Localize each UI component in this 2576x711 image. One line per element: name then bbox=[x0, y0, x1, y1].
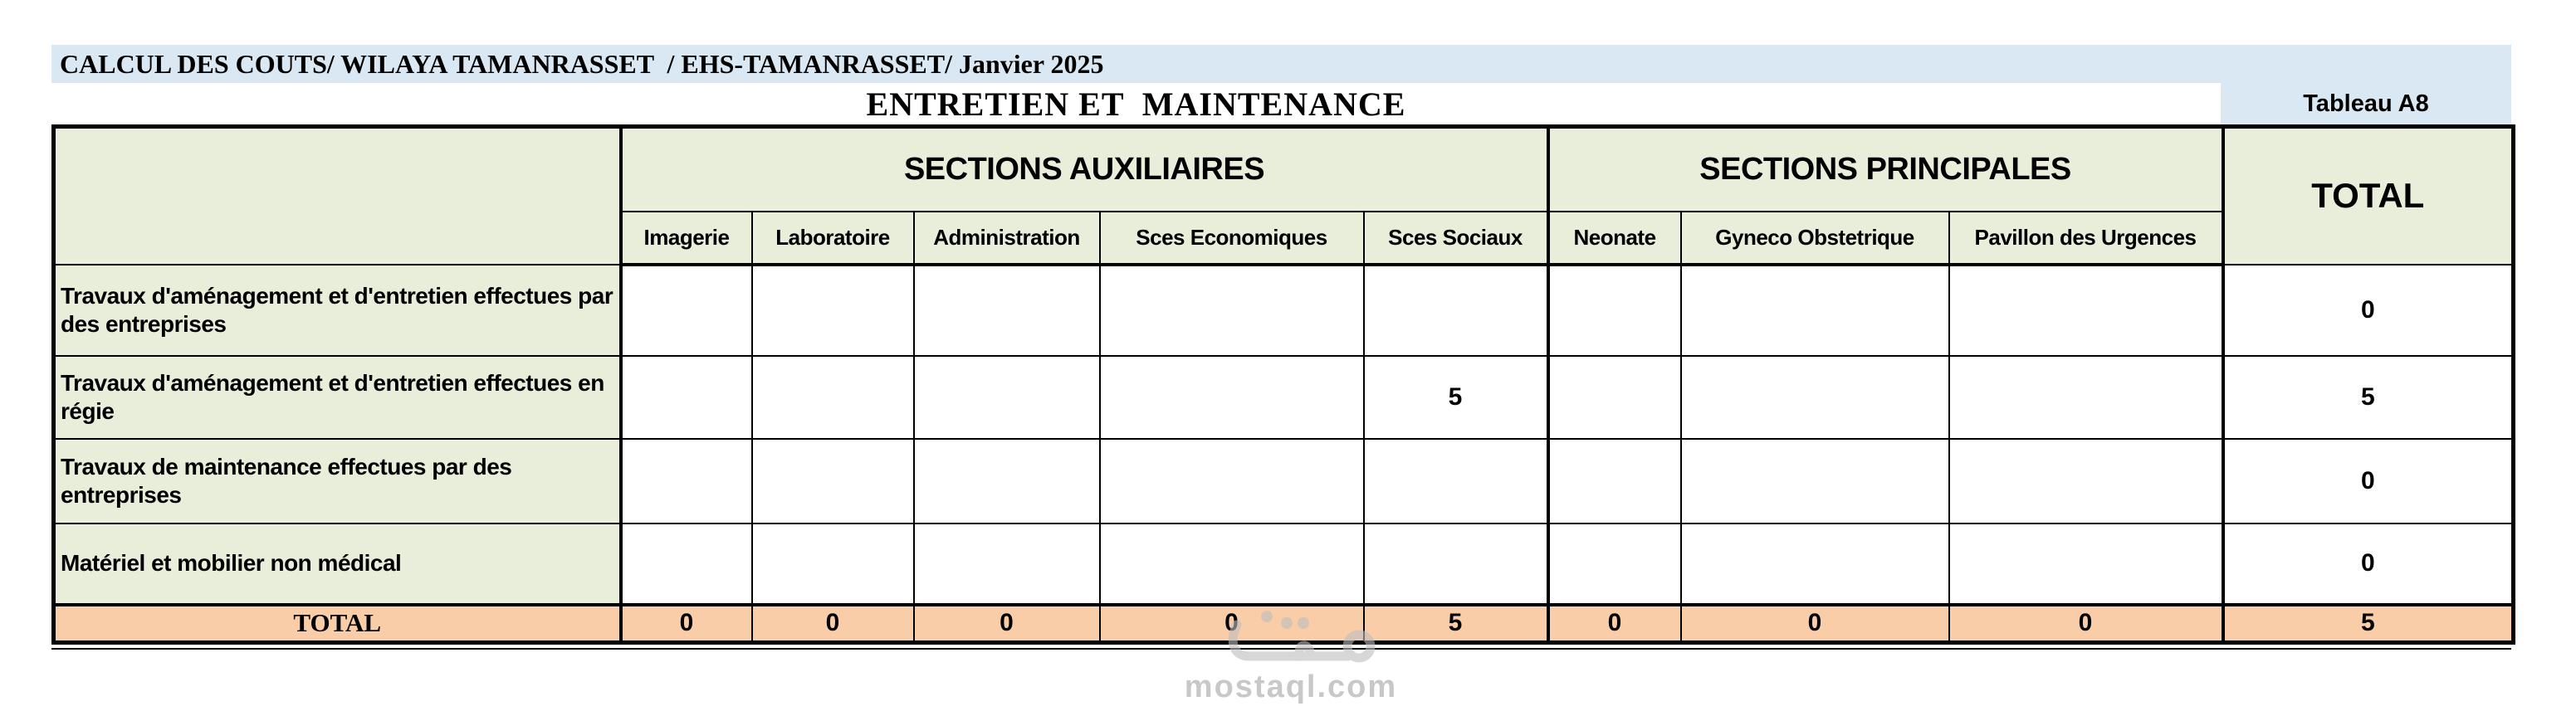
data-cell[interactable] bbox=[752, 265, 914, 356]
data-cell[interactable] bbox=[914, 439, 1100, 524]
col-header-imagerie[interactable]: Imagerie bbox=[621, 212, 752, 265]
row-label[interactable]: Travaux d'aménagement et d'entretien effectues en régie bbox=[54, 356, 621, 439]
data-cell[interactable] bbox=[1548, 265, 1681, 356]
data-cell[interactable] bbox=[752, 356, 914, 439]
total-row-label[interactable]: TOTAL bbox=[54, 605, 621, 643]
col-header-gyneco-obstetrique[interactable]: Gyneco Obstetrique bbox=[1681, 212, 1949, 265]
subtitle-row bbox=[51, 83, 2511, 124]
data-cell[interactable] bbox=[621, 439, 752, 524]
corner-cell[interactable] bbox=[54, 127, 621, 265]
table-row bbox=[54, 524, 2514, 605]
data-cell[interactable] bbox=[1949, 524, 2223, 605]
data-cell[interactable] bbox=[1364, 524, 1548, 605]
total-cell[interactable]: 0 bbox=[1949, 605, 2223, 643]
title-band bbox=[51, 45, 2511, 124]
data-cell[interactable] bbox=[621, 524, 752, 605]
table-subtitle: ENTRETIEN ET MAINTENANCE bbox=[866, 85, 1406, 123]
costs-table bbox=[51, 124, 2515, 645]
row-total-cell[interactable]: 5 bbox=[2223, 356, 2514, 439]
row-total-cell[interactable]: 0 bbox=[2223, 524, 2514, 605]
data-cell[interactable] bbox=[1681, 265, 1949, 356]
total-cell[interactable]: 0 bbox=[1100, 605, 1364, 643]
row-label[interactable]: Travaux de maintenance effectues par des entreprises bbox=[54, 439, 621, 524]
data-cell[interactable] bbox=[1949, 356, 2223, 439]
data-cell[interactable] bbox=[1100, 356, 1364, 439]
data-cell[interactable]: 5 bbox=[1364, 356, 1548, 439]
data-cell[interactable] bbox=[914, 356, 1100, 439]
total-cell[interactable]: 0 bbox=[1548, 605, 1681, 643]
group-header-principales[interactable]: SECTIONS PRINCIPALES bbox=[1548, 127, 2223, 212]
watermark-text: mostaql.com bbox=[1184, 670, 1398, 704]
data-cell[interactable] bbox=[1100, 439, 1364, 524]
table-subtitle-cell[interactable] bbox=[51, 83, 2221, 124]
data-cell[interactable] bbox=[1548, 356, 1681, 439]
group-header-auxiliaires[interactable]: SECTIONS AUXILIAIRES bbox=[621, 127, 1548, 212]
grand-total-cell[interactable]: 5 bbox=[2223, 605, 2514, 643]
col-header-administration[interactable]: Administration bbox=[914, 212, 1100, 265]
report-title: CALCUL DES COUTS/ WILAYA TAMANRASSET / EHS-TAMANRASSET/ Janvier 2025 bbox=[60, 48, 1104, 79]
col-header-neonate[interactable]: Neonate bbox=[1548, 212, 1681, 265]
table-row bbox=[54, 439, 2514, 524]
row-total-cell[interactable]: 0 bbox=[2223, 265, 2514, 356]
data-cell[interactable] bbox=[1548, 439, 1681, 524]
tableau-ref-label: Tableau A8 bbox=[2303, 90, 2429, 117]
group-header-row bbox=[54, 127, 2514, 212]
table-row bbox=[54, 265, 2514, 356]
col-header-sces-sociaux[interactable]: Sces Sociaux bbox=[1364, 212, 1548, 265]
total-cell[interactable]: 0 bbox=[914, 605, 1100, 643]
total-cell[interactable]: 0 bbox=[1681, 605, 1949, 643]
data-cell[interactable] bbox=[1364, 265, 1548, 356]
data-cell[interactable] bbox=[1681, 524, 1949, 605]
data-cell[interactable] bbox=[1100, 265, 1364, 356]
report-title-cell[interactable] bbox=[51, 45, 2511, 83]
data-cell[interactable] bbox=[752, 524, 914, 605]
col-header-sces-economiques[interactable]: Sces Economiques bbox=[1100, 212, 1364, 265]
data-cell[interactable] bbox=[752, 439, 914, 524]
total-row bbox=[54, 605, 2514, 643]
total-cell[interactable]: 0 bbox=[752, 605, 914, 643]
data-cell[interactable] bbox=[914, 265, 1100, 356]
data-cell[interactable] bbox=[1949, 439, 2223, 524]
col-header-total[interactable]: TOTAL bbox=[2223, 127, 2514, 265]
tableau-ref-cell[interactable] bbox=[2221, 83, 2511, 124]
row-total-cell[interactable]: 0 bbox=[2223, 439, 2514, 524]
row-label[interactable]: Travaux d'aménagement et d'entretien effectues par des entreprises bbox=[54, 265, 621, 356]
data-cell[interactable] bbox=[621, 356, 752, 439]
data-cell[interactable] bbox=[1681, 356, 1949, 439]
col-header-laboratoire[interactable]: Laboratoire bbox=[752, 212, 914, 265]
data-cell[interactable] bbox=[914, 524, 1100, 605]
data-cell[interactable] bbox=[1681, 439, 1949, 524]
costs-table-wrap bbox=[51, 124, 2511, 650]
data-cell[interactable] bbox=[1548, 524, 1681, 605]
total-cell[interactable]: 5 bbox=[1364, 605, 1548, 643]
row-label[interactable]: Matériel et mobilier non médical bbox=[54, 524, 621, 605]
col-header-pavillon-des-urgences[interactable]: Pavillon des Urgences bbox=[1949, 212, 2223, 265]
table-row bbox=[54, 356, 2514, 439]
total-cell[interactable]: 0 bbox=[621, 605, 752, 643]
data-cell[interactable] bbox=[1949, 265, 2223, 356]
data-cell[interactable] bbox=[621, 265, 752, 356]
data-cell[interactable] bbox=[1364, 439, 1548, 524]
data-cell[interactable] bbox=[1100, 524, 1364, 605]
